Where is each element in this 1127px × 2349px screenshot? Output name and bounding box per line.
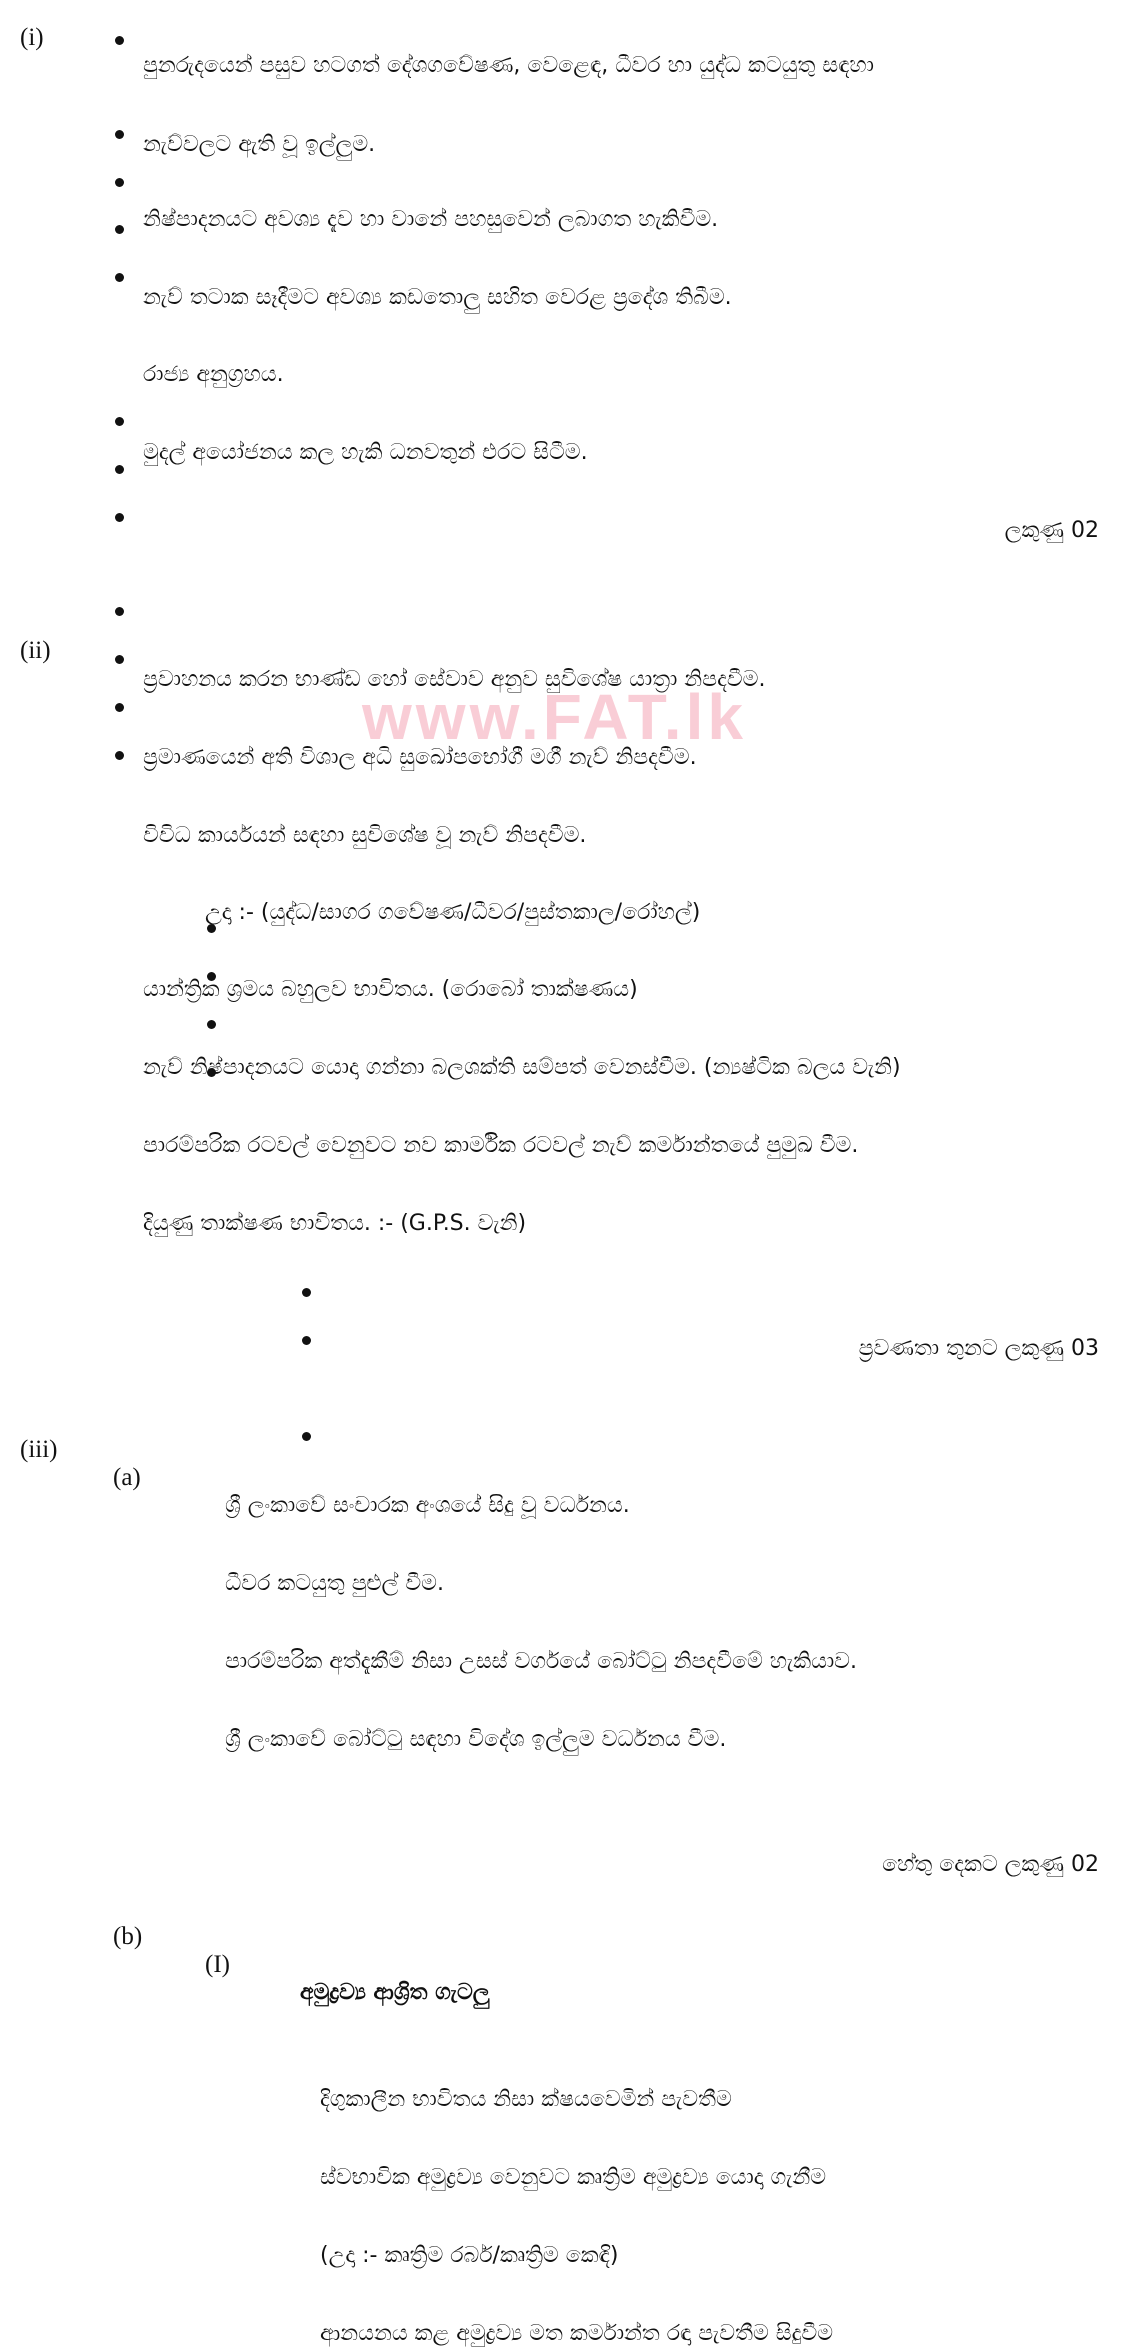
marks-label: ලකුණු 02 xyxy=(1004,518,1099,543)
part-b-label: (b) xyxy=(113,1923,143,1950)
section-i-label: (i) xyxy=(20,24,44,51)
list-item: ශ්‍රී ලංකාවේ බෝට්ටු සඳහා විදේශ ඉල්ලුම වර්ධනය වීම. xyxy=(225,1727,727,1752)
list-item: ආනයනය කළ අමුද්‍රව්‍ය මත කර්මාන්ත රඳා පැවතීම සිදුවීම xyxy=(320,2321,834,2346)
bullet-icon xyxy=(302,1288,311,1297)
bullet-icon xyxy=(207,1020,216,1029)
part-a-label: (a) xyxy=(113,1464,141,1491)
list-item: පාරම්පරික රටවල් වෙනුවට නව කාර්මික රටවල් නැව් කර්මාන්තයේ පුමුඛ වීම. xyxy=(143,1133,859,1158)
watermark-text: www.FAT.lk xyxy=(362,681,747,753)
list-item: ප්‍රමාණයෙන් අති විශාල අධි සුඛෝපභෝගී මගී නැව් නිපදවීම. xyxy=(143,745,697,770)
list-item: ප්‍රවාහනය කරන භාණ්ඩ හෝ සේවාව අනුව සුවිශේෂ යාත්‍රා නිපදවීම. xyxy=(143,667,766,692)
subheading: අමුද්‍රව්‍ය ආශ්‍රිත ගැටලු xyxy=(300,1980,490,2005)
list-item: ශ්‍රී ලංකාවේ සංචාරක අංශයේ සිදු වූ වර්ධනය. xyxy=(225,1493,630,1518)
section-iii-label: (iii) xyxy=(20,1436,58,1463)
list-item: මුදල් අයෝජනය කල හැකි ධනවතුන් එරට සිටීම. xyxy=(143,440,588,465)
section-ii-label: (ii) xyxy=(20,637,51,664)
marks-label: ප්‍රවණතා තුනට ලකුණු 03 xyxy=(858,1336,1099,1361)
list-item: ස්වභාවික අමුද්‍රව්‍ය වෙනුවට කෘත්‍රිම අමුද්‍රව්‍ය යොදා ගැනීම xyxy=(320,2165,827,2190)
list-item: යාන්ත්‍රික ශ්‍රමය බහුලව භාවිතය. (රොබෝ තාක්ෂණය) xyxy=(143,977,638,1002)
bullet-icon xyxy=(115,465,124,474)
list-item: දියුණු තාක්ෂණ භාවිතය. :- (G.P.S. වැනි) xyxy=(143,1211,527,1236)
list-item: පාරම්පරික අත්දැකීම් නිසා උසස් වර්ගයේ බෝට්ටු නිපදවීමේ හැකියාව. xyxy=(225,1649,857,1674)
bullet-icon xyxy=(115,703,124,712)
example-line: (උදා :- කෘත්‍රිම රබර්/කෘත්‍රිම කෙඳි) xyxy=(320,2243,619,2268)
list-item-continuation: නැව්වලට ඇති වූ ඉල්ලුම. xyxy=(143,132,376,157)
list-item: නැව් නිෂ්පාදනයට යොදා ගන්නා බලශක්ති සම්පත් වෙනස්වීම. (න්‍යෂ්ටික බලය වැනි) xyxy=(143,1055,901,1080)
list-item: ධීවර කටයුතු පුළුල් වීම. xyxy=(225,1571,444,1596)
bullet-icon xyxy=(115,225,124,234)
list-item: පුනරුදයෙන් පසුව හටගත් දේශගවේෂණ, වෙළෙඳ, ධීවර හා යුද්ධ කටයුතු සඳහා xyxy=(143,53,874,78)
example-line: උදා :- (යුද්ධ/සාගර ගවේෂණ/ධීවර/පුස්තකාල/රෝහල්) xyxy=(205,900,701,925)
marks-label: හේතු දෙකට ලකුණු 02 xyxy=(882,1852,1099,1877)
list-item: නැව් තටාක සෑදීමට අවශ්‍ය කඩතොලු සහිත වෙරළ ප්‍රදේශ තිබීම. xyxy=(143,285,732,310)
bullet-icon xyxy=(115,417,124,426)
bullet-icon xyxy=(115,178,124,187)
list-item: දිගුකාලීන භාවිතය නිසා ක්ෂයවෙමින් පැවතීම xyxy=(320,2087,732,2112)
sub-part-label: (I) xyxy=(205,1951,230,1978)
list-item: රාජ්‍ය අනුග්‍රහය. xyxy=(143,362,284,387)
bullet-icon xyxy=(115,273,124,282)
list-item: විවිධ කාර්යයන් සඳහා සුවිශේෂ වූ නැව් නිපදවීම. xyxy=(143,823,587,848)
bullet-icon xyxy=(115,751,124,760)
bullet-icon xyxy=(115,130,124,139)
list-item: නිෂ්පාදනයට අවශ්‍ය දැව හා වානේ පහසුවෙන් ලබාගත හැකිවීම. xyxy=(143,207,719,232)
bullet-icon xyxy=(115,607,124,616)
